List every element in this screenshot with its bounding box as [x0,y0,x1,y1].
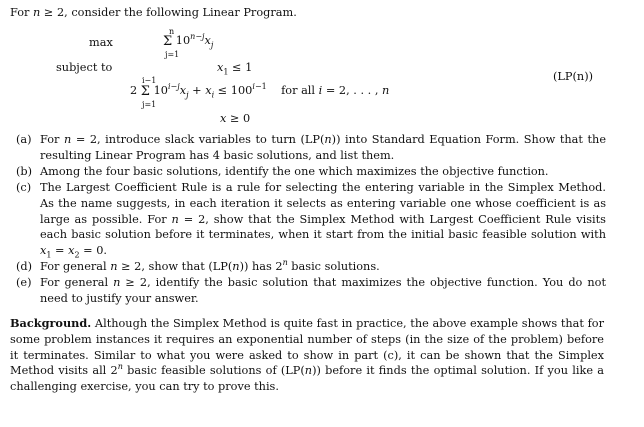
sigma-symbol: Σ [140,84,150,99]
part-text: For n = 2, introduce slack variables to turn (LP(n)) into Standard Equation Form. Show that the resulting Linear Program has 4 basic solutions, and list them. [40,133,606,162]
part-c [16,180,606,259]
subject-to-label: subject to [56,61,113,74]
part-text: For general n ≥ 2, identify the basic solution that maximizes the objective function. You do not need to justify your answer. [40,276,606,305]
part-b [16,164,606,180]
part-label: (e) [16,276,32,289]
constraint-2: 2 Σ $10^{i-j}x_j + x_i \le 100^{i-1}$ for all i = 2, . . . , n [130,82,390,100]
max-label: max [89,36,113,49]
objective-sum-upper: n [169,27,175,36]
part-label: (c) [16,181,32,194]
part-e [16,275,606,307]
constraint-1: $x_1 \le 1$ [217,61,253,77]
part-label: (b) [16,165,33,178]
part-a [16,132,606,164]
objective-sum: Σ $10^{n-j}x_j$ [163,32,214,50]
part-d [16,259,606,275]
part-text: For general n ≥ 2, show that (LP(n)) has 2$^n$ basic solutions. [40,258,380,273]
sigma-symbol: Σ [163,34,173,49]
part-label: (d) [16,260,33,273]
constraint-sum-upper: i−1 [142,76,157,85]
part-label: (a) [16,133,32,146]
part-text: Among the four basic solutions, identify the one which maximizes the objective function. [40,165,549,178]
background-heading: Background. [10,316,92,330]
part-text: The Largest Coefficient Rule is a rule for selecting the entering variable in the Simplex Method. As the name suggests, in each iteration it selects as entering variable one whose coefficient is as large as possible. For n = 2, show that the Simplex Method with Largest Coefficient Rule visits each basic solution before it terminates, when it start from the initial basic feasible solution with $x_1 = x_2 = 0$. [40,181,606,260]
intro-text: For n ≥ 2, consider the following Linear Program. [10,6,297,19]
nonnegativity: x ≥ 0 [220,112,251,125]
constraint-sum-lower: j=1 [142,100,157,109]
objective-sum-lower: j=1 [165,50,180,59]
lp-name: (LP(n)) [553,70,594,83]
background-paragraph: Background. Although the Simplex Method is quite fast in practice, the above example shows that for some problem instances it requires an exponential number of steps (in the size of the problem) before it terminates. Similar to what you were asked to show in part (c), it can be shown that the Simplex Method visits all 2$^n$ basic feasible solutions of (LP(n)) before it finds the optimal solution. If you like a challenging exercise, you can try to prove this. [10,316,604,394]
